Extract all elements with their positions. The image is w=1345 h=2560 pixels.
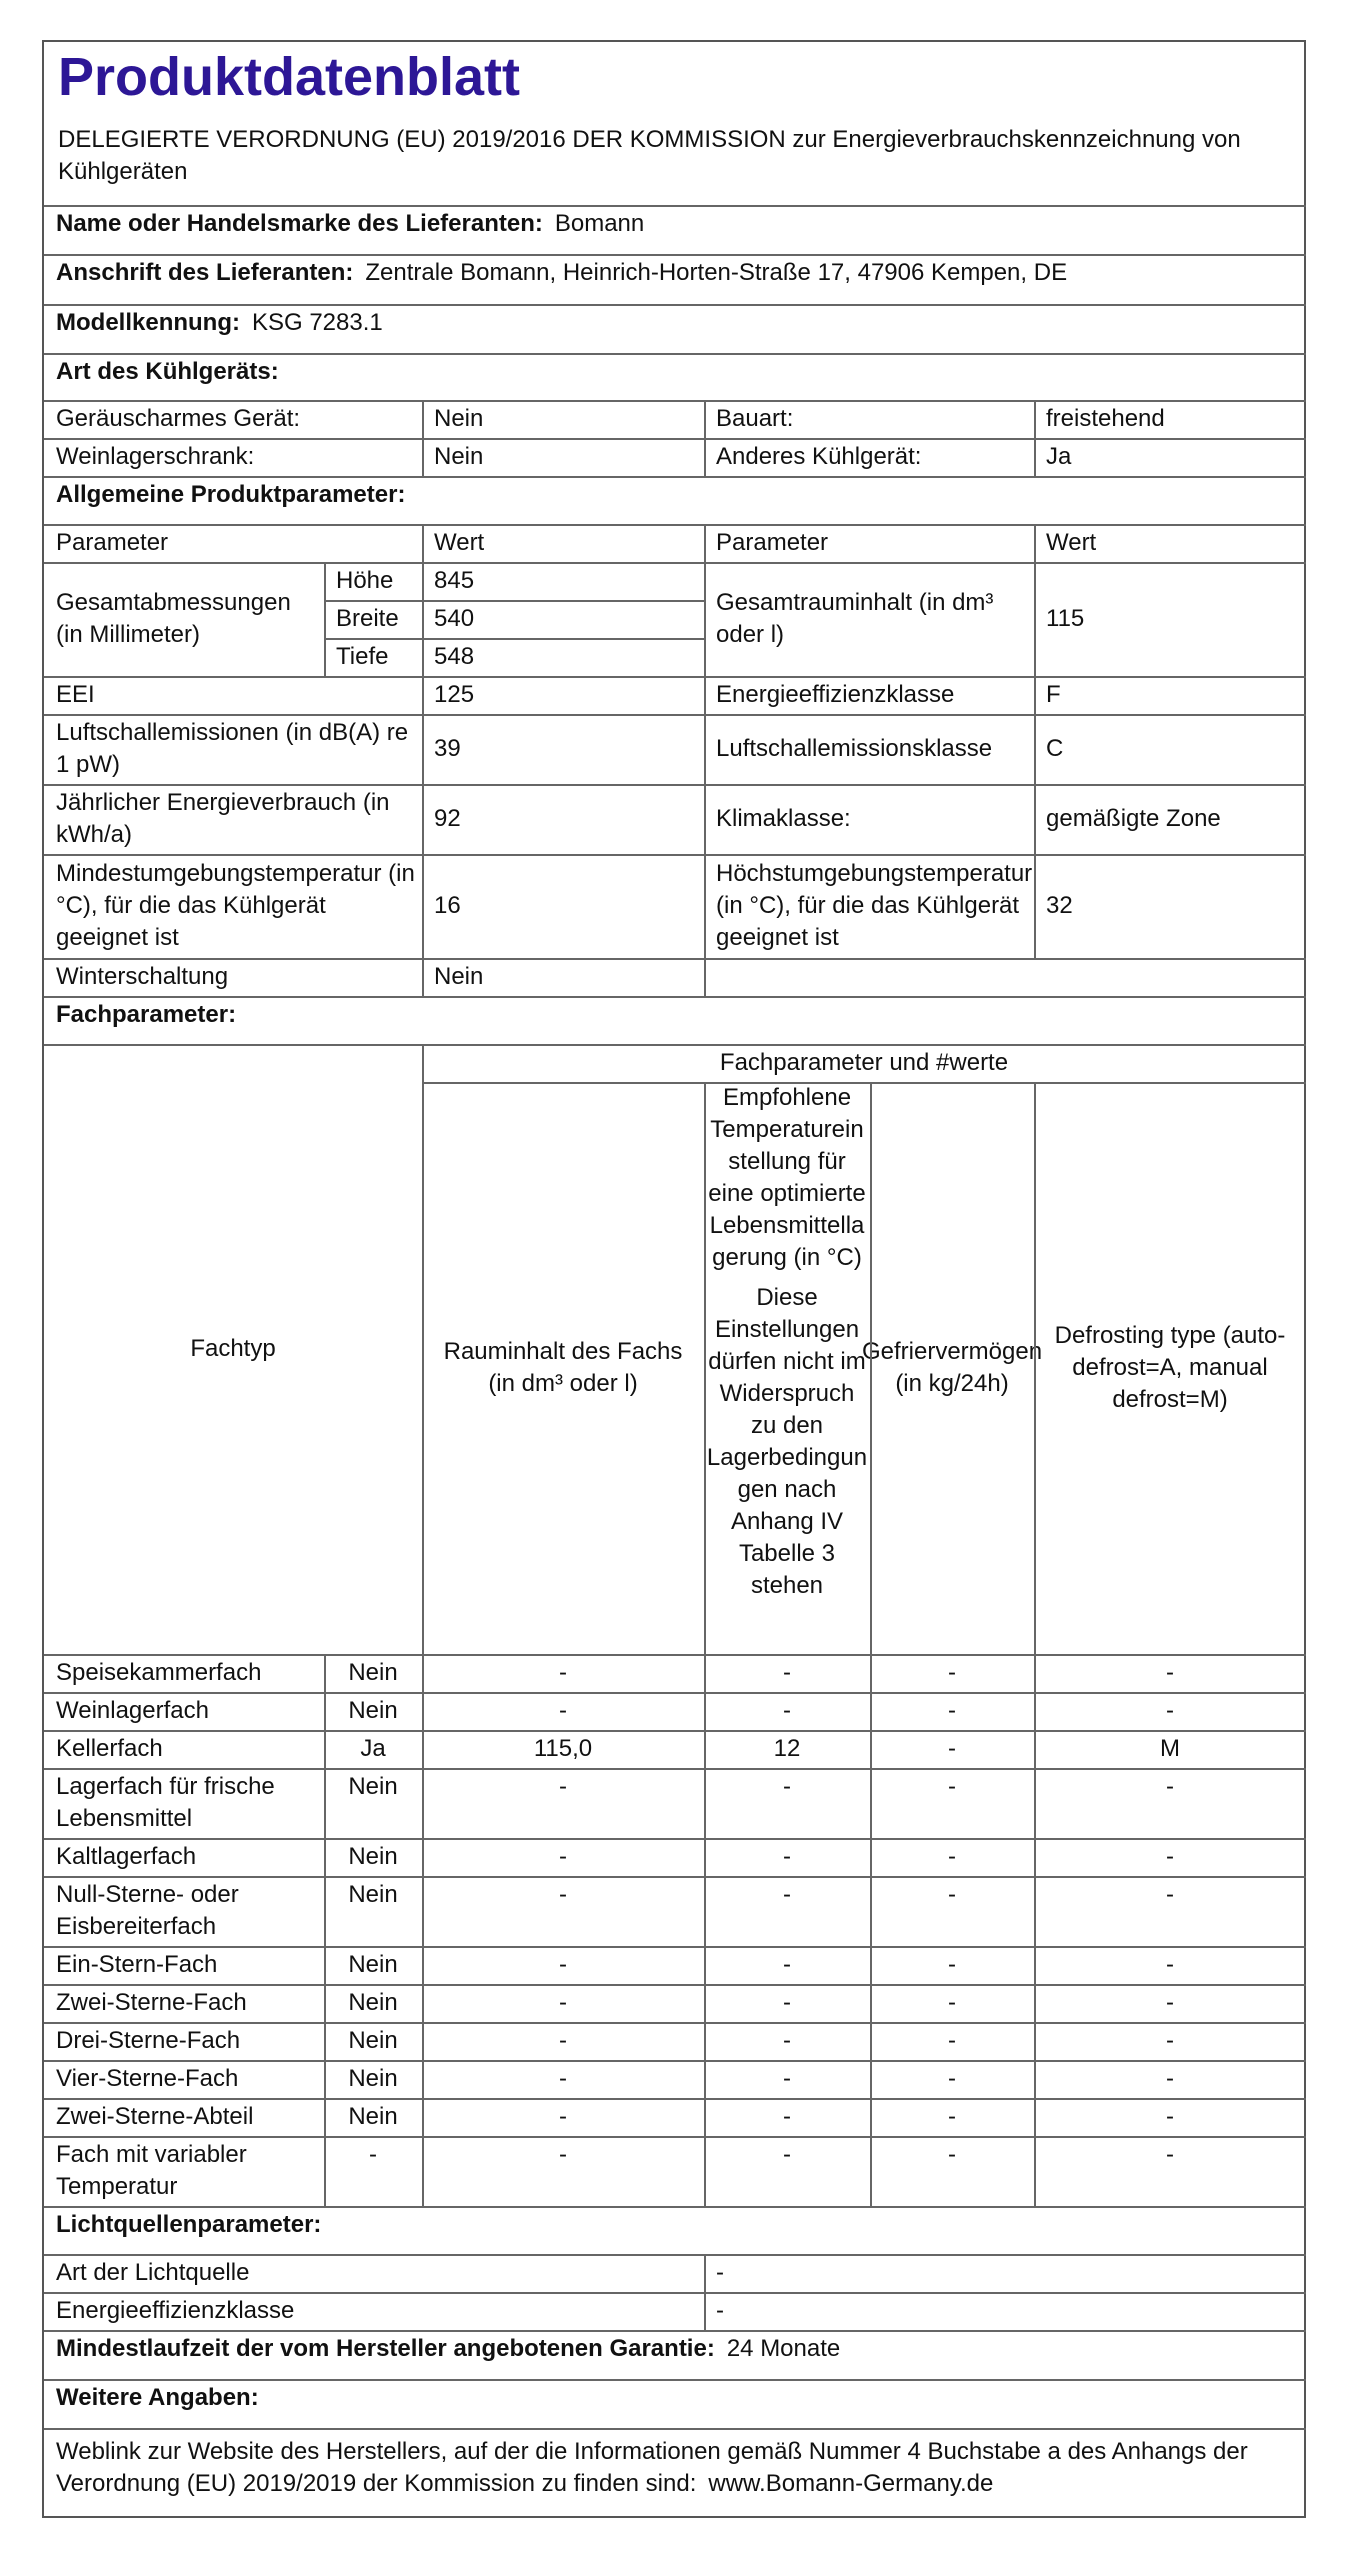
compartment-temperature-text: -: [783, 1697, 791, 1724]
compartment-temperature-text: 12: [773, 1735, 801, 1762]
light-heading: [44, 2206, 1306, 2254]
compartment-type-header: [44, 1044, 422, 1654]
compartment-name: [44, 1838, 324, 1876]
compartment-freezing-text: -: [948, 1773, 956, 1800]
compartment-name-text: Speisekammerfach: [56, 1659, 262, 1686]
appliance-type-value: [422, 400, 704, 438]
compartment-volume: [422, 2136, 704, 2206]
compartment-freezing: [870, 2060, 1034, 2098]
model-row-label: Modellkennung:: [56, 309, 240, 336]
compartment-defrost: [1034, 1984, 1306, 2022]
dimension-value-text: 548: [434, 643, 475, 670]
compartment-defrost: [1034, 2136, 1306, 2206]
compartment-present-text: Nein: [348, 1989, 398, 2016]
compartment-temperature: [704, 2136, 870, 2206]
volume-label-text: Gesamtrauminhalt (in dm³ oder l): [716, 589, 994, 648]
appliance-type-value-text: Ja: [1046, 443, 1072, 470]
col-volume-header-text: Rauminhalt des Fachs (in dm³ oder l): [443, 1338, 683, 1397]
address-row-label: Anschrift des Lieferanten:: [56, 259, 354, 286]
compartment-defrost-text: -: [1166, 1951, 1174, 1978]
compartment-name: [44, 1654, 324, 1692]
compartment-defrost: [1034, 1730, 1306, 1768]
compartment-freezing-text: -: [948, 2027, 956, 2054]
appliance-type-label-text: Geräuscharmes Gerät:: [56, 405, 301, 432]
compartment-present: [324, 1654, 422, 1692]
compartment-volume-text: -: [559, 2103, 567, 2130]
min-temp-label-text: Mindestumgebungstemperatur (in °C), für die das Kühlgerät geeignet ist: [56, 860, 415, 951]
compartment-freezing: [870, 1984, 1034, 2022]
compartment-temperature: [704, 1984, 870, 2022]
dimension-name-text: Tiefe: [336, 643, 389, 670]
compartment-defrost-text: -: [1166, 2065, 1174, 2092]
compartment-present: [324, 1692, 422, 1730]
compartment-present: [324, 2098, 422, 2136]
compartment-freezing-text: -: [948, 2103, 956, 2130]
compartment-defrost-text: -: [1166, 1881, 1174, 1908]
compartment-defrost: [1034, 1654, 1306, 1692]
col-temperature-header-part: Diese Einstellungen dürfen nicht im Widerspruch zu den Lagerbedingungen nach Anhang IV Tabelle 3 stehen: [706, 1284, 868, 1599]
compartment-present-text: Nein: [348, 2065, 398, 2092]
divider: [324, 1654, 326, 2206]
model-row-value: KSG 7283.1: [251, 309, 383, 336]
appliance-type-value-text: freistehend: [1046, 405, 1165, 432]
appliance-type-label-text: Weinlagerschrank:: [56, 443, 255, 470]
noise-class-label-text: Luftschallemissionsklasse: [716, 735, 993, 762]
appliance-type-heading-text: Art des Kühlgeräts:: [56, 358, 279, 385]
noise-class-label: [704, 714, 1034, 784]
compartment-name-text: Fach mit variabler Temperatur: [56, 2141, 247, 2200]
climate-value-text: gemäßigte Zone: [1046, 805, 1221, 832]
compartment-temperature-text: -: [783, 2027, 791, 2054]
compartment-temperature-text: -: [783, 1881, 791, 1908]
compartment-defrost-text: -: [1166, 1773, 1174, 1800]
compartment-freezing: [870, 1946, 1034, 1984]
compartment-present-text: Nein: [348, 1951, 398, 1978]
compartment-volume-text: -: [559, 2065, 567, 2092]
energy-class-value: [1034, 676, 1306, 714]
dimension-name: [324, 600, 422, 638]
address-row: [44, 254, 1306, 304]
compartment-freezing-text: -: [948, 1843, 956, 1870]
compartments-group-header: [422, 1044, 1306, 1082]
compartment-volume: [422, 2060, 704, 2098]
light-value: [704, 2254, 1306, 2292]
compartment-temperature: [704, 1876, 870, 1946]
divider: [1034, 1082, 1036, 2206]
dimension-name: [324, 638, 422, 676]
compartment-present-text: Nein: [348, 1697, 398, 1724]
compartment-defrost-text: -: [1166, 1697, 1174, 1724]
noise-label-text: Luftschallemissionen (in dB(A) re 1 pW): [56, 719, 409, 778]
compartment-type-header-text: Fachtyp: [190, 1335, 276, 1362]
compartment-defrost-text: M: [1160, 1735, 1180, 1762]
compartment-volume: [422, 1730, 704, 1768]
appliance-type-value: [1034, 438, 1306, 476]
further-heading: [44, 2379, 1306, 2428]
divider: [704, 524, 706, 996]
compartment-volume: [422, 1946, 704, 1984]
compartment-freezing: [870, 1654, 1034, 1692]
appliance-type-value: [1034, 400, 1306, 438]
light-heading-text: Lichtquellenparameter:: [56, 2211, 322, 2238]
compartment-volume-text: -: [559, 1881, 567, 1908]
compartment-volume: [422, 1876, 704, 1946]
compartment-defrost-text: -: [1166, 2103, 1174, 2130]
general-col-header: [44, 524, 422, 562]
further-heading-text: Weitere Angaben:: [56, 2384, 259, 2411]
regulation-text: DELEGIERTE VERORDNUNG (EU) 2019/2016 DER KOMMISSION zur Energieverbrauchskennzeichnung von Kühlgeräten: [58, 126, 1241, 185]
appliance-type-label: [704, 438, 1034, 476]
winter-value: [422, 958, 704, 996]
compartment-name-text: Vier-Sterne-Fach: [56, 2065, 239, 2092]
compartment-defrost: [1034, 1692, 1306, 1730]
compartment-volume: [422, 2022, 704, 2060]
appliance-type-label: [704, 400, 1034, 438]
compartment-volume: [422, 1692, 704, 1730]
model-row: [44, 304, 1306, 353]
compartment-temperature-text: -: [783, 2141, 791, 2168]
dimension-value: [422, 600, 704, 638]
compartment-name-text: Drei-Sterne-Fach: [56, 2027, 241, 2054]
max-temp-label-text: Höchstumgebungstemperatur (in °C), für die das Kühlgerät geeignet ist: [716, 860, 1033, 951]
compartment-temperature: [704, 2060, 870, 2098]
compartment-temperature-text: -: [783, 1843, 791, 1870]
compartment-freezing-text: -: [948, 1989, 956, 2016]
compartment-present-text: Nein: [348, 1881, 398, 1908]
noise-label: [44, 714, 422, 784]
compartment-volume-text: 115,0: [533, 1735, 593, 1762]
energy-class-label: [704, 676, 1034, 714]
compartment-temperature-text: -: [783, 2103, 791, 2130]
general-col-header-text: Parameter: [716, 529, 829, 556]
compartment-defrost-text: -: [1166, 1989, 1174, 2016]
compartment-defrost: [1034, 2022, 1306, 2060]
compartment-present: [324, 2060, 422, 2098]
compartment-volume-text: -: [559, 1989, 567, 2016]
compartment-freezing: [870, 1876, 1034, 1946]
compartment-name: [44, 2136, 324, 2206]
col-freeze-header: [861, 1082, 1043, 1654]
compartment-volume-text: -: [559, 2141, 567, 2168]
compartment-name: [44, 1984, 324, 2022]
appliance-type-label: [44, 438, 422, 476]
volume-value: [1034, 562, 1306, 676]
compartment-freezing: [870, 2022, 1034, 2060]
warranty-row-label: Mindestlaufzeit der vom Hersteller angebotenen Garantie:: [56, 2335, 715, 2362]
eei-value: [422, 676, 704, 714]
compartment-freezing-text: -: [948, 1697, 956, 1724]
compartment-name-text: Zwei-Sterne-Fach: [56, 1989, 247, 2016]
eei-label: [44, 676, 422, 714]
compartment-freezing-text: -: [948, 2065, 956, 2092]
energy-label-text: Jährlicher Energieverbrauch (in kWh/a): [56, 789, 390, 848]
energy-class-label-text: Energieeffizienzklasse: [716, 681, 955, 708]
supplier-row-value: Bomann: [554, 210, 645, 237]
compartment-present-text: Nein: [348, 2103, 398, 2130]
compartment-present-text: Nein: [348, 2027, 398, 2054]
compartment-name: [44, 2060, 324, 2098]
light-label-text: Art der Lichtquelle: [56, 2259, 250, 2286]
divider: [422, 400, 424, 476]
compartment-volume: [422, 1768, 704, 1838]
compartment-volume-text: -: [559, 1659, 567, 1686]
climate-value: [1034, 784, 1306, 854]
general-col-header: [704, 524, 1034, 562]
compartment-present: [324, 1946, 422, 1984]
compartment-name: [44, 1768, 324, 1838]
compartment-volume-text: -: [559, 1843, 567, 1870]
compartment-present: [324, 1876, 422, 1946]
divider: [1034, 400, 1036, 476]
compartment-name: [44, 1876, 324, 1946]
compartment-name-text: Lagerfach für frische Lebensmittel: [56, 1773, 275, 1832]
general-heading: [44, 476, 1306, 524]
compartment-freezing: [870, 1838, 1034, 1876]
dimension-name-text: Breite: [336, 605, 399, 632]
winter-label-text: Winterschaltung: [56, 963, 229, 990]
general-col-header: [422, 524, 704, 562]
appliance-type-value-text: Nein: [434, 405, 484, 432]
compartment-present: [324, 1838, 422, 1876]
divider: [870, 1082, 872, 2206]
energy-value-text: 92: [434, 805, 461, 832]
dimension-name-text: Höhe: [336, 567, 394, 594]
dimension-value: [422, 562, 704, 600]
divider: [1034, 524, 1036, 958]
compartments-heading: [44, 996, 1306, 1044]
energy-class-value-text: F: [1046, 681, 1061, 708]
compartment-name-text: Zwei-Sterne-Abteil: [56, 2103, 254, 2130]
compartment-volume: [422, 1838, 704, 1876]
compartment-freezing: [870, 2136, 1034, 2206]
compartment-temperature-text: -: [783, 1659, 791, 1686]
warranty-row: [44, 2330, 1306, 2379]
max-temp-value-text: 32: [1046, 892, 1073, 919]
light-label: [44, 2292, 704, 2330]
compartment-freezing-text: -: [948, 1951, 956, 1978]
compartment-present: [324, 2022, 422, 2060]
climate-label: [704, 784, 1034, 854]
compartment-temperature: [704, 1730, 870, 1768]
address-row-value: Zentrale Bomann, Heinrich-Horten-Straße 17, 47906 Kempen, DE: [365, 259, 1068, 286]
compartment-present: [324, 1768, 422, 1838]
compartment-temperature: [704, 1654, 870, 1692]
compartment-defrost-text: -: [1166, 2141, 1174, 2168]
max-temp-value: [1034, 854, 1306, 958]
compartment-volume: [422, 1984, 704, 2022]
compartment-volume: [422, 1654, 704, 1692]
divider: [422, 524, 424, 996]
dimension-name: [324, 562, 422, 600]
compartment-temperature: [704, 2022, 870, 2060]
compartment-freezing-text: -: [948, 1881, 956, 1908]
compartment-name-text: Kellerfach: [56, 1735, 163, 1762]
compartment-present-text: -: [369, 2141, 377, 2168]
supplier-row: [44, 205, 1306, 254]
compartment-volume-text: -: [559, 1773, 567, 1800]
compartment-defrost-text: -: [1166, 1659, 1174, 1686]
light-value: [704, 2292, 1306, 2330]
col-freeze-header-text: Gefriervermögen (in kg/24h): [861, 1338, 1043, 1397]
compartment-freezing: [870, 1730, 1034, 1768]
dimensions-label-text: Gesamtabmessungen (in Millimeter): [56, 589, 291, 648]
divider: [704, 400, 706, 476]
col-temperature-header: [704, 1082, 870, 1654]
noise-value: [422, 714, 704, 784]
volume-value-text: 115: [1046, 605, 1085, 632]
general-col-header: [1034, 524, 1306, 562]
max-temp-label: [704, 854, 1034, 958]
warranty-row-value: 24 Monate: [726, 2335, 841, 2362]
winter-label: [44, 958, 422, 996]
noise-class-value: [1034, 714, 1306, 784]
further-info: [44, 2428, 1306, 2518]
page-title: Produktdatenblatt: [58, 47, 521, 107]
eei-label-text: EEI: [56, 681, 95, 708]
dimension-value-text: 540: [434, 605, 475, 632]
dimension-value: [422, 638, 704, 676]
compartment-present-text: Nein: [348, 1773, 398, 1800]
compartment-volume: [422, 2098, 704, 2136]
compartment-defrost: [1034, 2098, 1306, 2136]
compartment-present-text: Nein: [348, 1843, 398, 1870]
winter-value-text: Nein: [434, 963, 484, 990]
compartment-freezing: [870, 2098, 1034, 2136]
general-col-header-text: Wert: [434, 529, 485, 556]
compartment-temperature: [704, 1838, 870, 1876]
compartment-present: [324, 2136, 422, 2206]
compartment-freezing: [870, 1692, 1034, 1730]
compartment-temperature-text: -: [783, 1989, 791, 2016]
compartment-freezing: [870, 1768, 1034, 1838]
compartment-name-text: Kaltlagerfach: [56, 1843, 197, 1870]
compartment-name: [44, 1730, 324, 1768]
compartment-name-text: Weinlagerfach: [56, 1697, 209, 1724]
compartment-name-text: Null-Sterne- oder Eisbereiterfach: [56, 1881, 239, 1940]
col-defrost-header-text: Defrosting type (auto-defrost=A, manual defrost=M): [1054, 1322, 1286, 1413]
climate-label-text: Klimaklasse:: [716, 805, 851, 832]
col-temperature-header-part: Empfohlene Temperatureinstellung für eine optimierte Lebensmittellagerung (in °C): [708, 1084, 866, 1271]
min-temp-value: [422, 854, 704, 958]
compartment-defrost-text: -: [1166, 1843, 1174, 1870]
compartment-defrost-text: -: [1166, 2027, 1174, 2054]
dimensions-label: [44, 562, 324, 676]
compartment-name: [44, 1946, 324, 1984]
divider: [704, 2254, 706, 2330]
volume-label: [704, 562, 1034, 676]
general-col-header-text: Parameter: [56, 529, 169, 556]
compartment-defrost: [1034, 1876, 1306, 1946]
appliance-type-label: [44, 400, 422, 438]
compartment-volume-text: -: [559, 2027, 567, 2054]
compartment-present-text: Nein: [348, 1659, 398, 1686]
light-label: [44, 2254, 704, 2292]
divider: [704, 1082, 706, 2206]
appliance-type-label-text: Bauart:: [716, 405, 794, 432]
compartment-present: [324, 1730, 422, 1768]
general-heading-text: Allgemeine Produktparameter:: [56, 481, 406, 508]
appliance-type-heading: [44, 353, 1306, 400]
product-data-sheet: [42, 40, 1306, 2518]
compartment-temperature: [704, 1768, 870, 1838]
min-temp-label: [44, 854, 422, 958]
appliance-type-label-text: Anderes Kühlgerät:: [716, 443, 922, 470]
compartments-group-header-text: Fachparameter und #werte: [719, 1049, 1009, 1076]
compartments-heading-text: Fachparameter:: [56, 1001, 237, 1028]
compartment-name: [44, 1692, 324, 1730]
compartment-defrost: [1034, 1768, 1306, 1838]
col-volume-header: [422, 1082, 704, 1654]
compartment-name-text: Ein-Stern-Fach: [56, 1951, 218, 1978]
appliance-type-value-text: Nein: [434, 443, 484, 470]
compartment-volume-text: -: [559, 1697, 567, 1724]
compartment-temperature-text: -: [783, 1951, 791, 1978]
compartment-volume-text: -: [559, 1951, 567, 1978]
compartment-temperature: [704, 2098, 870, 2136]
compartment-temperature: [704, 1692, 870, 1730]
noise-value-text: 39: [434, 735, 461, 762]
min-temp-value-text: 16: [434, 892, 461, 919]
light-value-text: -: [716, 2259, 724, 2286]
further-info-text: Weblink zur Website des Herstellers, auf der die Informationen gemäß Nummer 4 Buchstabe a des Anhangs der Verordnung (EU) 2019/2019 der Kommission zu finden sind:: [56, 2438, 1248, 2497]
manufacturer-weblink[interactable]: www.Bomann-Germany.de: [708, 2470, 994, 2497]
compartment-freezing-text: -: [948, 2141, 956, 2168]
supplier-row-label: Name oder Handelsmarke des Lieferanten:: [56, 210, 543, 237]
compartment-defrost: [1034, 1838, 1306, 1876]
compartment-temperature-text: -: [783, 2065, 791, 2092]
light-label-text: Energieeffizienzklasse: [56, 2297, 295, 2324]
general-col-header-text: Wert: [1046, 529, 1097, 556]
compartment-name: [44, 2022, 324, 2060]
compartment-temperature-text: -: [783, 1773, 791, 1800]
compartment-present-text: Ja: [360, 1735, 386, 1762]
compartment-temperature: [704, 1946, 870, 1984]
compartment-defrost: [1034, 2060, 1306, 2098]
energy-value: [422, 784, 704, 854]
divider: [324, 562, 326, 676]
eei-value-text: 125: [434, 681, 475, 708]
compartment-name: [44, 2098, 324, 2136]
light-value-text: -: [716, 2297, 724, 2324]
compartment-freezing-text: -: [948, 1735, 956, 1762]
energy-label: [44, 784, 422, 854]
noise-class-value-text: C: [1046, 735, 1064, 762]
col-defrost-header: [1034, 1082, 1306, 1654]
appliance-type-value: [422, 438, 704, 476]
divider: [422, 1044, 424, 2206]
compartment-present: [324, 1984, 422, 2022]
compartment-freezing-text: -: [948, 1659, 956, 1686]
compartment-defrost: [1034, 1946, 1306, 1984]
dimension-value-text: 845: [434, 567, 475, 594]
